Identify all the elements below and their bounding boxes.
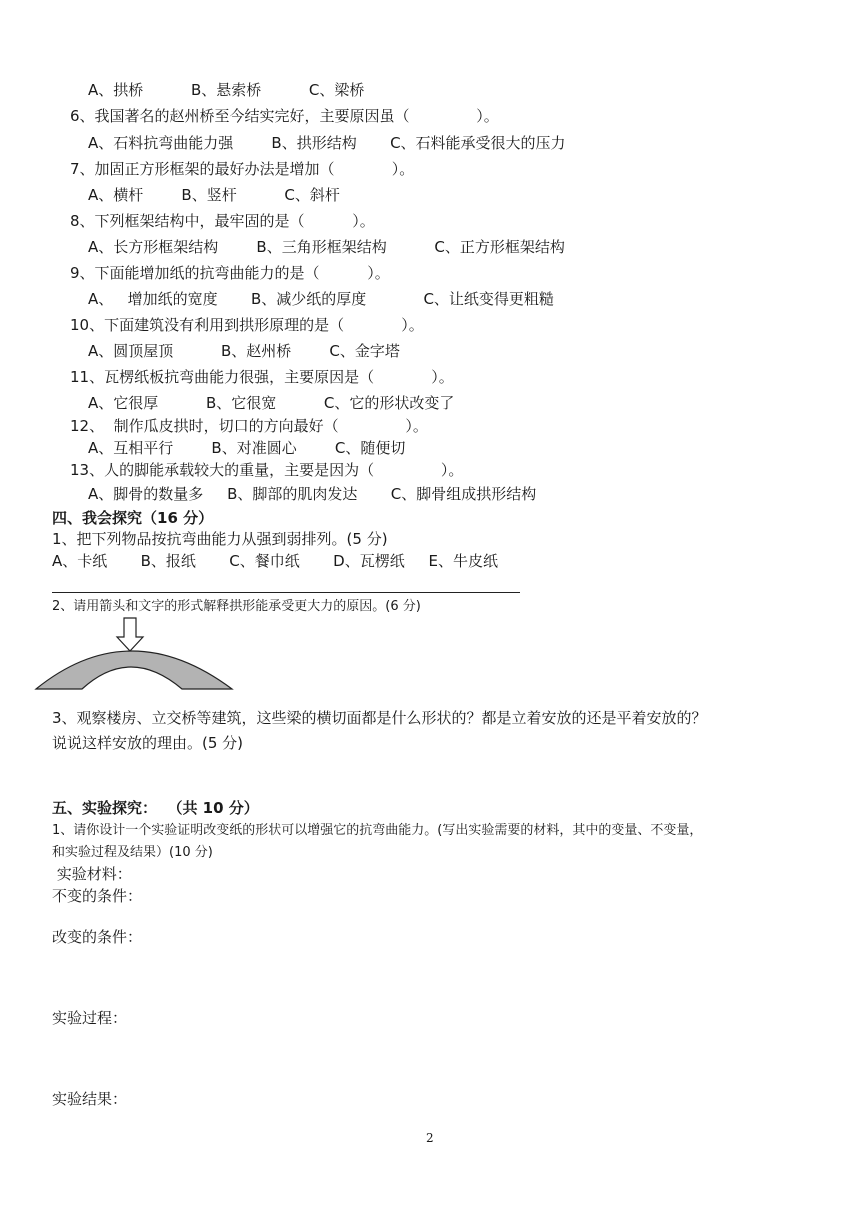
q5-options: A、拱桥 B、悬索桥 C、梁桥 xyxy=(88,81,365,99)
q6-options: A、石料抗弯曲能力强 B、拱形结构 C、石料能承受很大的压力 xyxy=(88,134,566,152)
q13-stem: 13、人的脚能承载较大的重量，主要是因为（ ）。 xyxy=(70,461,464,479)
q9-stem: 9、下面能增加纸的抗弯曲能力的是（ ）。 xyxy=(70,264,390,282)
q10-stem: 10、下面建筑没有利用到拱形原理的是（ ）。 xyxy=(70,316,424,334)
section4-q1: 1、把下列物品按抗弯曲能力从强到弱排列。(5 分) xyxy=(52,530,388,548)
answer-line xyxy=(52,592,520,593)
q8-options: A、长方形框架结构 B、三角形框架结构 C、正方形框架结构 xyxy=(88,238,565,256)
q11-options: A、它很厚 B、它很宽 C、它的形状改变了 xyxy=(88,394,455,412)
q9-options: A、 增加纸的宽度 B、减少纸的厚度 C、让纸变得更粗糙 xyxy=(88,290,554,308)
q7-options: A、横杆 B、竖杆 C、斜杆 xyxy=(88,186,340,204)
q11-stem: 11、瓦楞纸板抗弯曲能力很强，主要原因是（ ）。 xyxy=(70,368,454,386)
section4-q2: 2、请用箭头和文字的形式解释拱形能承受更大力的原因。(6 分) xyxy=(52,599,421,614)
page-number: 2 xyxy=(426,1131,434,1145)
section5-q1-line2: 和实验过程及结果）(10 分) xyxy=(52,845,213,860)
q12-options: A、互相平行 B、对准圆心 C、随便切 xyxy=(88,439,406,457)
section4-q3-line2: 说说这样安放的理由。(5 分) xyxy=(52,734,244,752)
process-label: 实验过程： xyxy=(52,1009,128,1027)
down-arrow-icon xyxy=(117,618,143,651)
q8-stem: 8、下列框架结构中，最牢固的是（ ）。 xyxy=(70,212,375,230)
section5-q1-line1: 1、请你设计一个实验证明改变纸的形状可以增强它的抗弯曲能力。(写出实验需要的材料，其中的变量、不变量， xyxy=(52,823,703,838)
changed-label: 改变的条件： xyxy=(52,928,143,946)
q13-options: A、脚骨的数量多 B、脚部的肌肉发达 C、脚骨组成拱形结构 xyxy=(88,485,537,503)
section4-q3-line1: 3、观察楼房、立交桥等建筑，这些梁的横切面都是什么形状的？都是立着安放的还是平着安放的？ xyxy=(52,709,707,727)
section4-q1-options: A、卡纸 B、报纸 C、餐巾纸 D、瓦楞纸 E、牛皮纸 xyxy=(52,552,499,570)
q7-stem: 7、加固正方形框架的最好办法是增加（ ）。 xyxy=(70,160,415,178)
arch-shape xyxy=(36,651,232,689)
section5-title: 五、实验探究： （共 10 分） xyxy=(52,799,259,817)
q10-options: A、圆顶屋顶 B、赵州桥 C、金字塔 xyxy=(88,342,400,360)
result-label: 实验结果： xyxy=(52,1090,128,1108)
q6-stem: 6、我国著名的赵州桥至今结实完好，主要原因虽（ ）。 xyxy=(70,107,499,125)
section4-title: 四、我会探究（16 分） xyxy=(52,509,214,527)
arch-diagram xyxy=(30,615,240,693)
materials-label: 实验材料： xyxy=(52,865,132,883)
unchanged-label: 不变的条件： xyxy=(52,887,143,905)
q12-stem: 12、 制作瓜皮拱时，切口的方向最好（ ）。 xyxy=(70,417,428,435)
